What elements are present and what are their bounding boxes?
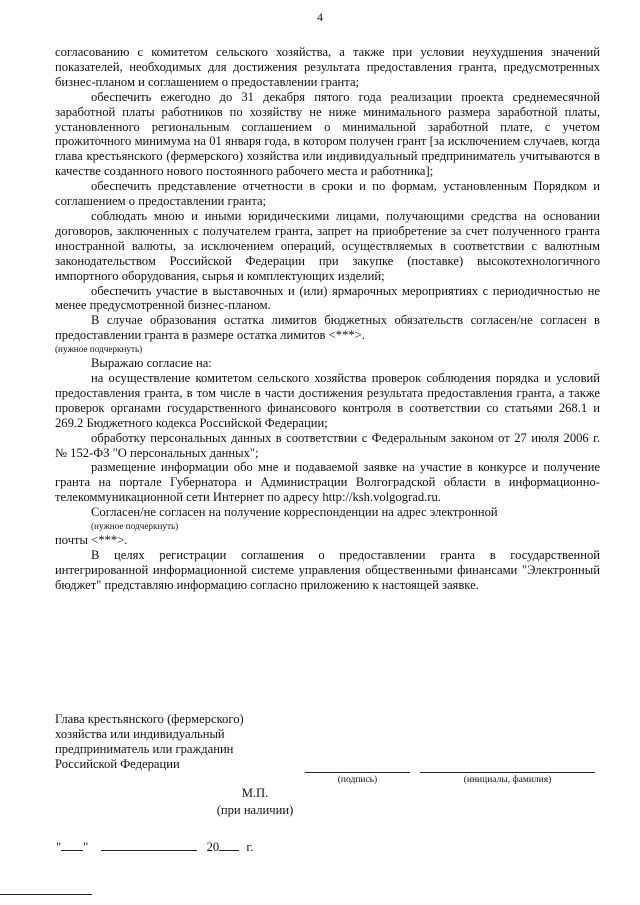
signatory-line: хозяйства или индивидуальный bbox=[55, 727, 225, 741]
paragraph: размещение информации обо мне и подаваемой заявке на участие в конкурсе и получение гранта на портале Губернатора и Администрации Волгоградской области в информационно-телекоммуникационной сети Интернет по адресу http://ksh.volgograd.ru. bbox=[55, 460, 600, 505]
paragraph: В целях регистрации соглашения о предоставлении гранта в государственной интегрированной информационной системе управления общественными финансами "Электронный бюджет" представляю информацию согласно приложению к настоящей заявке. bbox=[55, 548, 600, 592]
signatory-line: Глава крестьянского (фермерского) bbox=[55, 712, 244, 726]
consent-heading: Выражаю согласие на: bbox=[91, 356, 212, 371]
paragraph: на осуществление комитетом сельского хозяйства проверок соблюдения порядка и условий предоставления гранта, в том числе в части достижения результата предоставления гранта, а также проверок органами государственного финансового контроля в соответствии со статьями 268.1 и 269.2 Бюджетного кодекса Российской Федерации; bbox=[55, 371, 600, 430]
name-caption: (инициалы, фамилия) bbox=[463, 775, 552, 785]
month-blank bbox=[101, 838, 197, 851]
stamp-label: М.П. bbox=[241, 786, 269, 800]
signature-caption: (подпись) bbox=[337, 775, 378, 785]
year-suffix: г. bbox=[246, 840, 254, 854]
signatory-line: Российской Федерации bbox=[55, 757, 180, 771]
paragraph: В случае образования остатка лимитов бюджетных обязательств согласен/не согласен в предоставлении гранта в размере остатка лимитов <***>. bbox=[55, 313, 600, 343]
paragraph: обеспечить участие в выставочных и (или) ярмарочных мероприятиях с периодичностью не менее предусмотренной бизнес-планом. bbox=[55, 283, 600, 313]
page-number: 4 bbox=[317, 10, 323, 24]
paragraph: обеспечить ежегодно до 31 декабря пятого года реализации проекта среднемесячной заработной платы работников по хозяйству не ниже минимального размера заработной платы, установленного региональным соглашением о минимальной заработной плате, с учетом прожиточного минимума на 01 января года, в котором получен грант [за исключением случаев, когда глава крестьянского (фермерского) хозяйства или индивидуальный предприниматель учитываются в качестве созданного нового постоянного рабочего места и работника]; bbox=[55, 89, 600, 179]
paragraph: соблюдать мною и иными юридическими лицами, получающими средства на основании договоров, заключенных с получателем гранта, запрет на приобретение за счет полученного гранта иностранной валюты, за исключением операций, осуществляемых в соответствии с валютным законодательством Российской Федерации при закупке (поставке) высокотехнологичного импортного оборудования, сырья и комплектующих изделий; bbox=[55, 208, 600, 283]
date-line bbox=[56, 838, 253, 855]
registration-section bbox=[55, 548, 600, 593]
paragraph: обеспечить представление отчетности в сроки и по формам, установленным Порядком и соглашением о предоставлении гранта; bbox=[55, 179, 600, 209]
year-prefix: 20 bbox=[206, 840, 220, 854]
stamp-note: (при наличии) bbox=[216, 803, 294, 817]
email-line: почты <***>. bbox=[55, 533, 128, 548]
date-quote-close: " bbox=[83, 840, 89, 854]
paragraph: согласованию с комитетом сельского хозяйства, а также при условии неухудшения значений показателей, необходимых для достижения результата предоставления гранта, предусмотренных бизнес-планом и соглашением о предоставлении гранта; bbox=[55, 45, 600, 89]
name-line bbox=[420, 772, 595, 773]
underline-note: (нужное подчеркнуть) bbox=[55, 344, 143, 355]
underline-note: (нужное подчеркнуть) bbox=[91, 521, 179, 532]
paragraph: обработку персональных данных в соответствии с Федеральным законом от 27 июля 2006 г. № 152-ФЗ "О персональных данных"; bbox=[55, 430, 600, 460]
obligations-section bbox=[55, 45, 600, 343]
signature-line bbox=[305, 772, 410, 773]
year-blank bbox=[219, 838, 239, 851]
day-blank bbox=[61, 838, 83, 851]
signatory-block bbox=[55, 712, 244, 772]
document-body bbox=[55, 45, 600, 593]
consent-section bbox=[55, 371, 600, 520]
signatory-line: предприниматель или гражданин bbox=[55, 742, 234, 756]
footnote-separator bbox=[0, 894, 92, 895]
date-quote-open: " bbox=[56, 840, 62, 854]
paragraph: Согласен/не согласен на получение корреспонденции на адрес электронной bbox=[91, 505, 498, 520]
stamp-block bbox=[200, 785, 310, 819]
